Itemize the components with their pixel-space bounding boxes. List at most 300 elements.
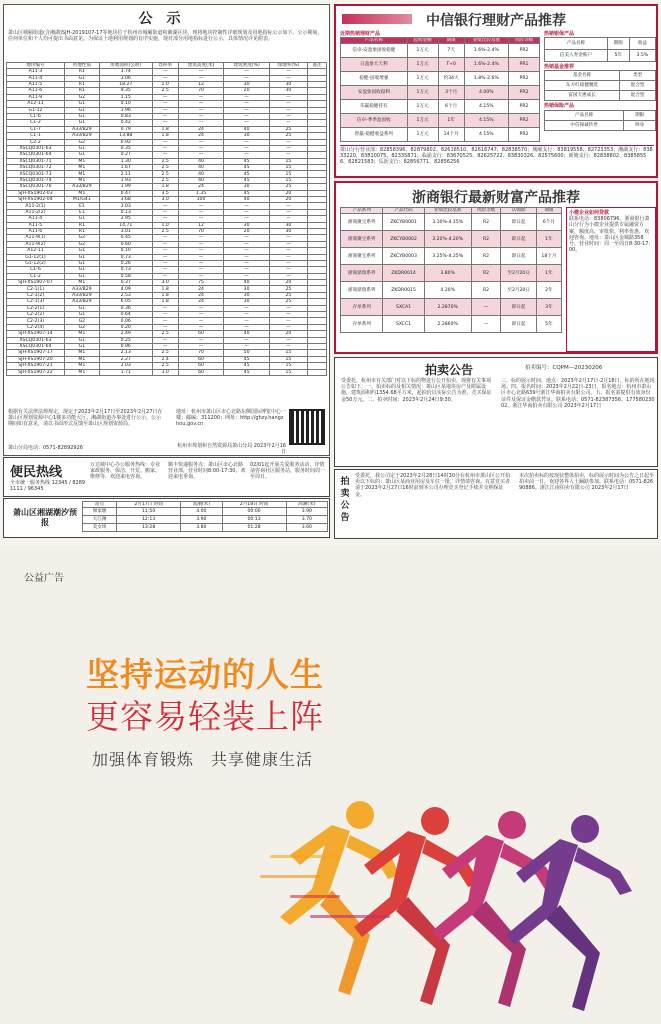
table-cell: — (178, 209, 224, 215)
land-table (6, 62, 327, 376)
table-cell: 安盈象固收稳利 (341, 86, 408, 100)
table-cell: PR2 (508, 128, 539, 142)
table-cell: 产品名称 (545, 38, 608, 50)
table-cell: 3.0 (152, 369, 178, 375)
table-cell: — (152, 139, 178, 145)
table-cell: 1万元 (407, 72, 438, 86)
table-cell: 15 (269, 158, 307, 164)
table-cell: G1 (64, 248, 99, 254)
table-cell: 3.5 (152, 190, 178, 196)
table-cell: ZKCYB0001 (383, 214, 424, 231)
table-cell: ZKCYB0002 (383, 231, 424, 248)
table-cell: — (152, 305, 178, 311)
table-cell: 1.0 (152, 222, 178, 228)
table-cell: 25 (269, 133, 307, 139)
table-cell: A11-9(2) (7, 241, 65, 247)
table-cell: — (269, 241, 307, 247)
table-cell: — (224, 75, 269, 81)
notice-footer-text: 根据有关法律法规规定，现定于2023年2月17日至2023年2月27日在萧山区规划资源中心1楼多功能大厅、湘湖街道办事处进行公示，公示期间如有意见，请以书面形式反馈至萧山区规划资源局。 (8, 409, 163, 428)
ad-slogan: 加强体育锻炼 共享健康生活 (92, 750, 314, 769)
table-cell: R2 (471, 265, 501, 282)
table-cell: 0.13 (99, 209, 152, 215)
table-cell: 即日起 (501, 214, 537, 231)
table-header-cell: 业绩比较基准 (464, 38, 508, 44)
citic-table (340, 37, 540, 142)
table-cell: 1年 (536, 231, 561, 248)
table-cell: — (269, 235, 307, 241)
table-cell: 0.35 (99, 145, 152, 151)
table-cell: 70 (178, 88, 224, 94)
table-cell: C2-1(2) (7, 292, 65, 298)
table-cell: — (269, 216, 307, 222)
table-cell: A11-3 (7, 69, 65, 75)
table-cell: 0.26 (99, 260, 152, 266)
table-cell: 25 (269, 126, 307, 132)
table-cell: G1 (64, 113, 99, 119)
table-cell: — (152, 101, 178, 107)
table-row (341, 86, 540, 100)
table-cell: 6个月 (536, 214, 561, 231)
table-cell: 2.5 (152, 177, 178, 183)
table-cell: 浙商聚宝系列 (341, 248, 383, 265)
table-cell: 60 (178, 356, 224, 362)
table-cell: — (178, 273, 224, 279)
table-row (545, 71, 656, 81)
public-service-ad (0, 545, 661, 1024)
notice-date: 杭州市规划和自然资源局萧山分局 2023年2月16日 (177, 443, 286, 456)
table-cell: 0.27 (99, 152, 152, 158)
table-cell: — (224, 69, 269, 75)
table-cell: 终身 (624, 120, 656, 130)
table-cell: 25 (269, 286, 307, 292)
table-cell: A11-2(1) (7, 203, 65, 209)
table-cell: 期限 (624, 110, 656, 120)
table-cell: G1 (64, 254, 99, 260)
table-cell: M1/G41 (64, 197, 99, 203)
citic-side-table1 (544, 37, 656, 62)
table-cell: 15 (269, 165, 307, 171)
table-cell: 45 (224, 177, 269, 183)
table-cell: M1 (64, 165, 99, 171)
table-cell: — (152, 209, 178, 215)
table-cell: 混合型 (620, 91, 656, 101)
table-cell: G1 (64, 120, 99, 126)
table-cell: 1.8%-2.6% (464, 72, 508, 86)
table-header-cell: 绿地率(%) (269, 63, 307, 69)
table-cell: 2.5 (152, 171, 178, 177)
table-header-cell: 期限 (536, 208, 561, 214)
table-cell: — (178, 75, 224, 81)
table-cell: — (224, 318, 269, 324)
table-header-cell: 地块编号 (7, 63, 65, 69)
qr-code-icon (289, 409, 325, 445)
table-cell: SJH-XS1907-20 (7, 356, 65, 362)
table-cell: 20 (224, 228, 269, 234)
table-cell: G1 (64, 273, 99, 279)
table-cell: 60 (178, 331, 224, 337)
table-cell: XSCQ0301-72 (7, 165, 65, 171)
table-cell: 30 (224, 286, 269, 292)
table-cell: 3.0 (152, 197, 178, 203)
table-cell: — (224, 235, 269, 241)
public-notice-intro: 萧山区城厢街道(含湘湖)SJH-2019107-17等地块位于杭州市城厢街道和湘湖区块，现将地块控制性详细规划及用地指标公示如下。公示期间，任何单位和个人均可提出书面意见。为保证土地利用规划的有序实施，现对部分用地指标进行公示，具体情况详见附表。 (8, 30, 323, 43)
table-cell: M1 (64, 171, 99, 177)
table-cell: — (269, 113, 307, 119)
table-cell: — (269, 145, 307, 151)
table-cell: — (152, 260, 178, 266)
table-cell: 3.5% (629, 50, 655, 62)
table-cell: 40 (178, 171, 224, 177)
table-cell: 2.4 (152, 356, 178, 362)
table-cell: 20 (224, 88, 269, 94)
table-cell: SJH-XS1907-22 (7, 369, 65, 375)
table-cell: 智赢-稳健收益系列 (341, 128, 408, 142)
table-cell: G1 (64, 107, 99, 113)
table-cell: 14个月 (438, 128, 464, 142)
table-row (341, 248, 562, 265)
tide-table (82, 501, 328, 532)
table-cell: G2 (64, 94, 99, 100)
hotline-numbers: 全市统一服务热线 12345 / 82891111 / 96345 (10, 480, 86, 493)
citic-table-wrapper (340, 31, 540, 142)
table-cell: PR2 (508, 72, 539, 86)
table-cell: 0.92 (99, 139, 152, 145)
table-cell: SJH-XS1907-21 (7, 363, 65, 369)
table-cell: G2 (64, 318, 99, 324)
table-cell: 0.73 (99, 267, 152, 273)
table-cell: — (269, 203, 307, 209)
table-cell: — (152, 145, 178, 151)
table-cell: — (269, 101, 307, 107)
table-cell: — (269, 94, 307, 100)
table-cell: C1-7 (7, 126, 65, 132)
table-cell: A11-4 (7, 75, 65, 81)
auction2-left-text: 受委托，我公司定于2023年2月28日14时30分在杭州市萧山区公开拍卖以下标的：萧山区某商业用房及车位一批，详情请咨询。有意竞买者请于2023年2月27日16时前到本公司办理竞买登记手续并交纳保证金。 (355, 473, 511, 498)
table-cell: — (152, 254, 178, 260)
table-cell: 3个月 (438, 86, 464, 100)
table-header-cell: 认购期 (501, 208, 537, 214)
table-cell: — (224, 254, 269, 260)
table-cell: 1万元 (407, 100, 438, 114)
table-cell: 20 (269, 190, 307, 196)
table-cell: — (152, 120, 178, 126)
table-cell: 0.83 (99, 113, 152, 119)
table-cell: — (224, 344, 269, 350)
table-cell: 3.70 (286, 516, 327, 524)
public-notice-box (3, 4, 330, 456)
table-cell: 0.20 (99, 324, 152, 330)
table-cell: 4.20% (424, 282, 471, 299)
table-cell: — (152, 337, 178, 343)
hotline-col2: 顺丰快递服务点：萧山区市心北路营业部，营业时间8:00-17:30，欢迎来电垂询。 (168, 462, 246, 481)
table-row (83, 516, 328, 524)
citic-logo-icon (342, 14, 412, 24)
table-cell: XSCQ0301-64 (7, 152, 65, 158)
table-cell: 1.8 (152, 184, 178, 190)
table-cell: 信卓-安盈象固收稳健 (341, 44, 408, 58)
table-cell: — (224, 324, 269, 330)
table-cell: A11-5 (7, 81, 65, 87)
table-header-cell: 备注 (308, 63, 327, 69)
table-cell: 0.58 (99, 273, 152, 279)
table-header-cell: 用地面积(公顷) (99, 63, 152, 69)
table-cell: 40 (224, 331, 269, 337)
table-cell: PR2 (508, 86, 539, 100)
table-cell: — (269, 267, 307, 273)
table-cell: 2.2870% (424, 299, 471, 316)
table-cell: C1-6 (7, 113, 65, 119)
table-header-cell: 高潮(米) (286, 502, 327, 508)
table-cell: 70 (178, 228, 224, 234)
table-cell: — (152, 241, 178, 247)
table-row (83, 524, 328, 532)
table-cell: — (269, 260, 307, 266)
table-cell: — (178, 101, 224, 107)
table-cell: 3.90 (286, 508, 327, 516)
table-cell: G1 (64, 267, 99, 273)
table-cell: — (224, 260, 269, 266)
table-cell: C2-1(1) (7, 286, 65, 292)
table-cell: G1 (64, 101, 99, 107)
table-cell: A33/B29 (64, 184, 99, 190)
table-cell: 2.95 (99, 216, 152, 222)
table-cell: 产品名称 (545, 110, 624, 120)
table-cell: 24 (178, 133, 224, 139)
table-row (545, 120, 656, 130)
table-cell: 3.06 (99, 75, 152, 81)
auction1-title: 拍卖公告 (425, 363, 474, 377)
table-cell: 00:13 (222, 516, 286, 524)
table-cell: A11-9 (7, 94, 65, 100)
table-cell: 7天 (438, 44, 464, 58)
table-cell: 1.67 (99, 165, 152, 171)
table-header-cell: 用地性质 (64, 63, 99, 69)
table-cell: 浙商鼎瑞系列 (341, 282, 383, 299)
ad-label: 公益广告 (24, 573, 64, 584)
table-cell: — (224, 113, 269, 119)
table-cell: — (269, 107, 307, 113)
table-cell: XSCQ0301-74 (7, 177, 65, 183)
table-cell: 30 (269, 88, 307, 94)
table-cell: — (269, 69, 307, 75)
table-cell: — (178, 216, 224, 222)
citic-branches: 萧山分行营业部：82858396、82879802、82618510、82616747、82838570；城厢支行：83819558、82723353；湘湖支行：83833220、83810075、82335871；临浦支行：83670525、82625722、83830326、82575600；新塘支行：82838802、83858556、82821583；瓜沥支行：82856771、82856256 (340, 145, 654, 177)
table-header-cell: 风险等级 (508, 38, 539, 44)
table-cell: G1-12 (7, 107, 65, 113)
table-cell: 2.2860% (424, 316, 471, 333)
notice-phone: 萧山分局电话：0571-82892926 (8, 445, 83, 451)
table-cell: — (178, 267, 224, 273)
table-cell: — (152, 318, 178, 324)
table-cell: 15 (269, 177, 307, 183)
table-cell: 2.5 (152, 331, 178, 337)
table-cell: 11:50 (117, 508, 181, 516)
table-cell: 30 (224, 222, 269, 228)
table-cell: 45 (224, 356, 269, 362)
table-cell: 1.35 (178, 190, 224, 196)
table-cell: 0.64 (99, 312, 152, 318)
table-cell: M1 (64, 177, 99, 183)
table-cell: 0.79 (99, 126, 152, 132)
table-cell: 60 (178, 369, 224, 375)
table-cell: 至2月20日 (501, 282, 537, 299)
table-row (341, 214, 562, 231)
table-cell: 20 (269, 197, 307, 203)
table-cell: — (224, 267, 269, 273)
table-row (341, 128, 540, 142)
czb-side-text: 联系电话：83806796。浙商银行萧山分行为小微企业提供专属融资方案，额度高、审批快、利率优惠，欢迎咨询。地址：萧山区金城路358号，营业时间：周一至周日8:30-17:00。 (569, 216, 651, 254)
table-cell: 1.0 (152, 81, 178, 87)
table-cell: 30 (224, 292, 269, 298)
table-cell: C1-1 (7, 133, 65, 139)
czb-side (566, 207, 656, 352)
table-cell: 24 (178, 299, 224, 305)
table-cell: — (224, 145, 269, 151)
table-cell: — (224, 241, 269, 247)
table-row (545, 38, 656, 50)
table-cell: PR2 (508, 100, 539, 114)
table-cell: — (269, 312, 307, 318)
citic-side-label2: 热销基金推荐 (544, 64, 575, 71)
table-cell: — (152, 216, 178, 222)
table-cell: 1.93 (99, 177, 152, 183)
table-cell: — (152, 94, 178, 100)
table-cell: A33/B29 (64, 133, 99, 139)
table-cell: 约34天 (438, 72, 464, 86)
table-cell: 2.5 (152, 88, 178, 94)
table-cell: 30 (224, 184, 269, 190)
table-cell: 0.10 (99, 101, 152, 107)
table-cell: C2-2(2) (7, 312, 65, 318)
table-cell: 25 (269, 292, 307, 298)
table-cell: A11-9(1) (7, 235, 65, 241)
table-cell: — (152, 324, 178, 330)
table-cell: E1 (64, 203, 99, 209)
table-cell: 3.90 (181, 516, 222, 524)
table-cell: — (471, 299, 501, 316)
hotline-box (3, 457, 330, 497)
table-cell: 15 (269, 350, 307, 356)
table-cell: R1 (64, 222, 99, 228)
table-cell: R1 (64, 228, 99, 234)
table-cell: 1.96 (99, 107, 152, 113)
table-cell: 6.05 (99, 299, 152, 305)
table-cell: G1 (64, 305, 99, 311)
table-cell: M1 (64, 331, 99, 337)
table-cell: — (178, 235, 224, 241)
table-cell: 富国天惠成长 (545, 91, 620, 101)
table-cell: 2.5 (152, 165, 178, 171)
table-header-cell: 期限 (438, 38, 464, 44)
ad-headline-1: 坚持运动的人生 (86, 655, 324, 694)
table-row (341, 231, 562, 248)
table-cell: — (152, 152, 178, 158)
table-cell: SJH-XS1907-17 (7, 350, 65, 356)
table-cell: ZKDR0014 (383, 265, 424, 282)
table-cell: G1 (64, 344, 99, 350)
table-cell: — (178, 152, 224, 158)
table-cell: 混合型 (620, 81, 656, 91)
table-cell: 1.8 (152, 126, 178, 132)
table-cell: 30 (224, 299, 269, 305)
table-cell: 3.68 (99, 197, 152, 203)
table-cell: 大江闸 (83, 516, 117, 524)
citic-side-label1: 热销银保产品 (544, 31, 575, 37)
hotline-col3: 02/01起开展关爱服务活动，详情请咨询社区服务站，服务时间周一至周日。 (250, 462, 326, 481)
table-cell: 45 (224, 369, 269, 375)
table-cell: 收益 (629, 38, 655, 50)
table-cell: 2.03 (99, 363, 152, 369)
table-cell: 1年 (536, 265, 561, 282)
table-cell: 70 (178, 350, 224, 356)
table-cell: 1年 (438, 114, 464, 128)
table-cell: 0.25 (99, 337, 152, 343)
tide-title: 萧山区湘湖潮汐预报 (13, 507, 77, 527)
table-cell: 1.15 (99, 94, 152, 100)
auction1-left-text: 受委托，杭州市有关部门对以下标的物进行公开拍卖，现将有关事项公告如下：一、拍卖标的及相关情况：萧山区某地块房产及附属设施，建筑面积约1354.68平方米，起拍价以实际公告为准，竞买保证金50万元。二、拍卖时间：2023年2月24日9:30。 (341, 378, 492, 403)
table-cell: — (269, 248, 307, 254)
table-row (341, 58, 540, 72)
table-cell: 即日起 (501, 248, 537, 265)
table-cell: — (224, 120, 269, 126)
table-cell: A11-6 (7, 228, 65, 234)
auction1-box (334, 357, 658, 467)
table-cell: G2 (64, 241, 99, 247)
table-cell: — (224, 152, 269, 158)
table-cell: 00:00 (222, 508, 286, 516)
table-cell: — (269, 254, 307, 260)
table-cell: ZKDR0015 (383, 282, 424, 299)
table-cell: A33/B29 (64, 292, 99, 298)
table-cell: — (178, 139, 224, 145)
table-cell: 2.27 (99, 356, 152, 362)
table-row (341, 265, 562, 282)
table-cell: 24 (178, 292, 224, 298)
auction1-code: 拍卖编号：CQPM—20230206 (525, 365, 603, 371)
citic-side (544, 31, 656, 131)
table-row (341, 44, 540, 58)
table-cell: PR1 (508, 58, 539, 72)
czb-title: 浙商银行最新财富产品推荐 (412, 190, 580, 206)
auction2-box (334, 469, 658, 539)
table-cell: 存单系列 (341, 316, 383, 333)
table-cell: — (269, 152, 307, 158)
table-cell: 浙商鼎瑞系列 (341, 265, 383, 282)
table-cell: 4.09 (99, 286, 152, 292)
table-cell: — (178, 248, 224, 254)
table-cell: — (224, 209, 269, 215)
table-cell: 24 (178, 184, 224, 190)
hotline-col1: 万达城中心办公服务热线：专业家政服务、保洁、开荒、搬家、维修等，欢迎来电咨询。 (90, 462, 161, 481)
table-row (341, 100, 540, 114)
table-cell: 乐赢稳健持有 (341, 100, 408, 114)
table-cell: 3年 (536, 299, 561, 316)
table-cell: — (178, 344, 224, 350)
table-cell: 信美人寿金账户 (545, 50, 608, 62)
table-cell: 40 (178, 158, 224, 164)
table-cell: G1-12(2) (7, 260, 65, 266)
table-cell: — (152, 203, 178, 209)
table-cell: 24 (178, 126, 224, 132)
table-cell: C2-2(3) (7, 318, 65, 324)
table-cell: — (178, 318, 224, 324)
table-cell: 东方红稳健精选 (545, 81, 620, 91)
table-cell: 45 (224, 171, 269, 177)
table-cell: G1 (64, 312, 99, 318)
table-cell: — (152, 235, 178, 241)
table-cell: 15 (269, 369, 307, 375)
table-row (7, 369, 327, 375)
